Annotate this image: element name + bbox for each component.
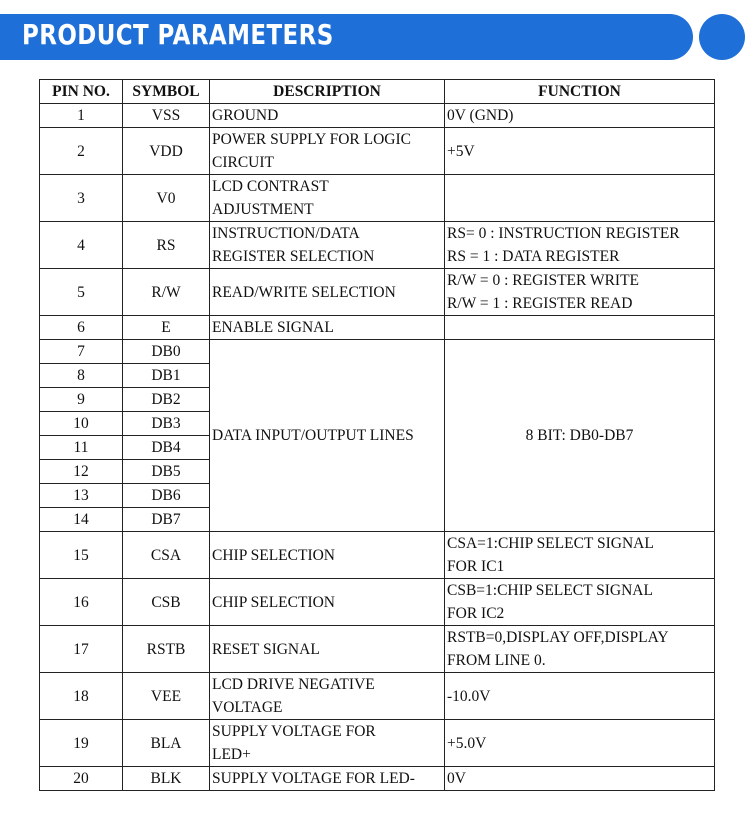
description-cell bbox=[210, 626, 445, 673]
description-cell-line: ENABLE SIGNAL bbox=[212, 319, 334, 336]
column-header-description: DESCRIPTION bbox=[210, 80, 445, 104]
pin-number-cell: 13 bbox=[40, 484, 123, 508]
pin-number-cell: 7 bbox=[40, 340, 123, 364]
pin-number-cell: 17 bbox=[40, 626, 123, 673]
function-cell bbox=[445, 222, 715, 269]
table-row bbox=[40, 222, 715, 269]
column-header-function: FUNCTION bbox=[445, 80, 715, 104]
description-cell-line: ADJUSTMENT bbox=[212, 201, 314, 218]
symbol-cell: DB3 bbox=[123, 412, 210, 436]
description-cell bbox=[210, 128, 445, 175]
pin-number-cell: 11 bbox=[40, 436, 123, 460]
symbol-cell: BLK bbox=[123, 767, 210, 791]
symbol-cell: VDD bbox=[123, 128, 210, 175]
description-cell-line: CHIP SELECTION bbox=[212, 593, 335, 611]
pin-number-cell: 1 bbox=[40, 104, 123, 128]
function-cell-line: -10.0V bbox=[447, 687, 491, 705]
description-cell-line: SUPPLY VOLTAGE FOR bbox=[212, 723, 376, 740]
function-cell bbox=[445, 128, 715, 175]
pin-number-cell: 3 bbox=[40, 175, 123, 222]
description-cell bbox=[210, 222, 445, 269]
symbol-cell: CSB bbox=[123, 579, 210, 626]
symbol-cell: DB2 bbox=[123, 388, 210, 412]
symbol-cell: DB4 bbox=[123, 436, 210, 460]
symbol-cell: CSA bbox=[123, 532, 210, 579]
function-cell-line: FROM LINE 0. bbox=[447, 652, 546, 669]
pin-number-cell: 8 bbox=[40, 364, 123, 388]
symbol-cell: RSTB bbox=[123, 626, 210, 673]
pin-number-cell: 10 bbox=[40, 412, 123, 436]
symbol-cell: E bbox=[123, 316, 210, 340]
pin-number-cell: 12 bbox=[40, 460, 123, 484]
symbol-cell: VSS bbox=[123, 104, 210, 128]
symbol-cell: VEE bbox=[123, 673, 210, 720]
pin-number-cell: 2 bbox=[40, 128, 123, 175]
function-cell-line: FOR IC2 bbox=[447, 605, 505, 622]
description-cell bbox=[210, 269, 445, 316]
pin-number-cell: 19 bbox=[40, 720, 123, 767]
pin-number-cell: 14 bbox=[40, 508, 123, 532]
header-banner bbox=[0, 14, 693, 60]
description-cell bbox=[210, 532, 445, 579]
table-row bbox=[40, 104, 715, 128]
description-cell-line: VOLTAGE bbox=[212, 699, 283, 716]
table-row bbox=[40, 673, 715, 720]
description-cell-line: READ/WRITE SELECTION bbox=[212, 283, 396, 301]
pin-number-cell: 20 bbox=[40, 767, 123, 791]
symbol-cell: V0 bbox=[123, 175, 210, 222]
symbol-cell: DB0 bbox=[123, 340, 210, 364]
function-cell bbox=[445, 104, 715, 128]
function-cell bbox=[445, 720, 715, 767]
symbol-cell: BLA bbox=[123, 720, 210, 767]
pin-number-cell: 5 bbox=[40, 269, 123, 316]
pin-number-cell: 4 bbox=[40, 222, 123, 269]
function-cell bbox=[445, 767, 715, 791]
table-row bbox=[40, 340, 715, 364]
description-cell-line: LED+ bbox=[212, 746, 251, 763]
function-cell-line: CSA=1:CHIP SELECT SIGNAL bbox=[447, 535, 654, 552]
description-cell-line: RESET SIGNAL bbox=[212, 640, 320, 658]
table-row bbox=[40, 316, 715, 340]
symbol-cell: DB5 bbox=[123, 460, 210, 484]
function-cell bbox=[445, 532, 715, 579]
description-cell bbox=[210, 767, 445, 791]
description-cell-line: CIRCUIT bbox=[212, 154, 274, 171]
function-cell bbox=[445, 175, 715, 222]
table-row bbox=[40, 767, 715, 791]
table-row bbox=[40, 128, 715, 175]
data-lines-function-cell: 8 BIT: DB0-DB7 bbox=[445, 340, 715, 532]
table-header-row bbox=[40, 80, 715, 104]
function-cell-line: +5.0V bbox=[447, 734, 487, 752]
description-cell-line: LCD DRIVE NEGATIVE bbox=[212, 676, 375, 693]
symbol-cell: DB7 bbox=[123, 508, 210, 532]
pin-parameters-table bbox=[39, 79, 715, 791]
pin-number-cell: 9 bbox=[40, 388, 123, 412]
description-cell bbox=[210, 175, 445, 222]
data-lines-description-cell: DATA INPUT/OUTPUT LINES bbox=[210, 340, 445, 532]
function-cell-line: R/W = 1 : REGISTER READ bbox=[447, 295, 633, 312]
description-cell bbox=[210, 720, 445, 767]
symbol-cell: RS bbox=[123, 222, 210, 269]
description-cell-line: LCD CONTRAST bbox=[212, 178, 329, 195]
function-cell-line: RSTB=0,DISPLAY OFF,DISPLAY bbox=[447, 629, 669, 646]
symbol-cell: R/W bbox=[123, 269, 210, 316]
description-cell-line: CHIP SELECTION bbox=[212, 546, 335, 564]
description-cell-line: SUPPLY VOLTAGE FOR LED- bbox=[212, 770, 415, 787]
description-cell bbox=[210, 316, 445, 340]
function-cell-line: 0V (GND) bbox=[447, 107, 514, 124]
pin-number-cell: 15 bbox=[40, 532, 123, 579]
pin-number-cell: 16 bbox=[40, 579, 123, 626]
function-cell-line: R/W = 0 : REGISTER WRITE bbox=[447, 272, 640, 289]
description-cell bbox=[210, 104, 445, 128]
function-cell bbox=[445, 579, 715, 626]
description-cell-line: GROUND bbox=[212, 107, 279, 124]
symbol-cell: DB6 bbox=[123, 484, 210, 508]
function-cell bbox=[445, 626, 715, 673]
page-title: PRODUCT PARAMETERS bbox=[22, 18, 334, 51]
table-row bbox=[40, 269, 715, 316]
pin-number-cell: 18 bbox=[40, 673, 123, 720]
function-cell bbox=[445, 673, 715, 720]
table-row bbox=[40, 720, 715, 767]
column-header-pin: PIN NO. bbox=[40, 80, 123, 104]
function-cell-line: RS = 1 : DATA REGISTER bbox=[447, 248, 620, 265]
function-cell bbox=[445, 269, 715, 316]
table-row bbox=[40, 626, 715, 673]
description-cell-line: INSTRUCTION/DATA bbox=[212, 225, 360, 242]
description-cell-line: REGISTER SELECTION bbox=[212, 248, 375, 265]
function-cell-line: 0V bbox=[447, 770, 466, 787]
symbol-cell: DB1 bbox=[123, 364, 210, 388]
column-header-symbol: SYMBOL bbox=[123, 80, 210, 104]
function-cell-line: RS= 0 : INSTRUCTION REGISTER bbox=[447, 225, 680, 242]
banner-circle-decoration bbox=[699, 14, 745, 60]
function-cell bbox=[445, 316, 715, 340]
pin-number-cell: 6 bbox=[40, 316, 123, 340]
description-cell bbox=[210, 579, 445, 626]
description-cell-line: POWER SUPPLY FOR LOGIC bbox=[212, 131, 411, 148]
function-cell-line: CSB=1:CHIP SELECT SIGNAL bbox=[447, 582, 653, 599]
table-row bbox=[40, 532, 715, 579]
function-cell-line: FOR IC1 bbox=[447, 558, 505, 575]
table-row bbox=[40, 175, 715, 222]
function-cell-line: +5V bbox=[447, 142, 475, 160]
table-row bbox=[40, 579, 715, 626]
description-cell bbox=[210, 673, 445, 720]
